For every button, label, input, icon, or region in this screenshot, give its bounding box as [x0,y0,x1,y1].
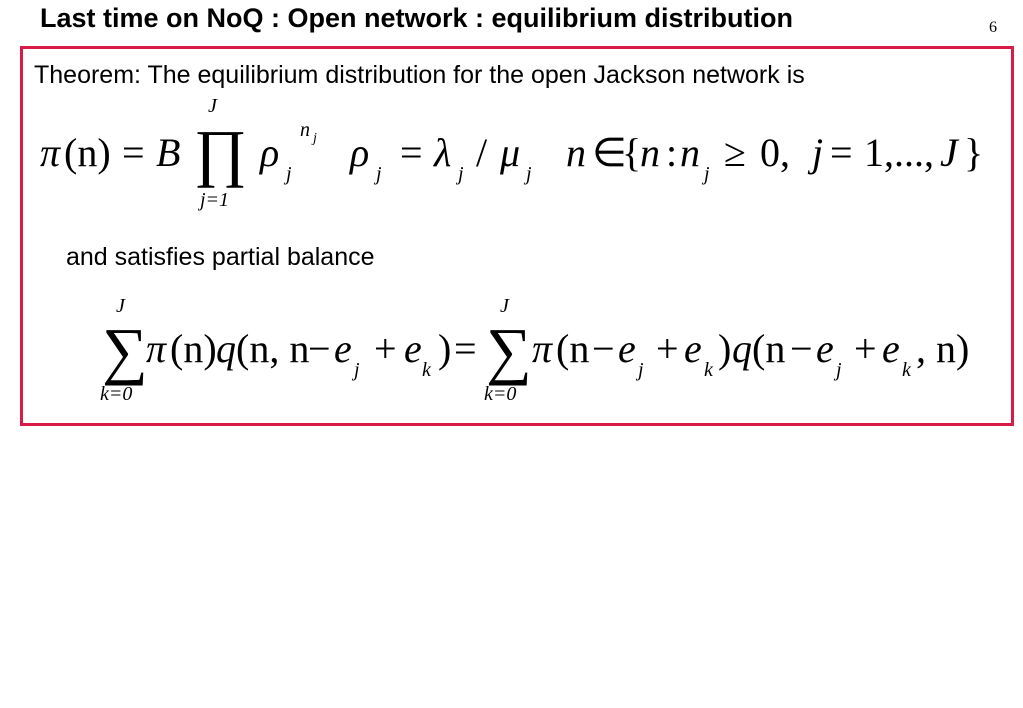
f1-slash: / [476,130,488,175]
product-symbol: ∏ [194,117,247,188]
f2-right-e3: e [816,326,834,371]
f2-plus: + [374,326,397,371]
sum-right-upper-limit: J [500,295,509,317]
f2-right-e1: e [618,326,636,371]
f2-n: (n) [170,326,217,371]
f1-rho2-sub: j [376,163,382,185]
f1-set-nj: n [680,130,700,175]
f2-right-minus2: − [790,326,813,371]
f2-q: q [216,326,236,371]
f1-rho2: ρ [350,130,370,175]
f1-rho-sup: n [300,119,310,141]
f2-right-plus1: + [656,326,679,371]
f1-set-in: ∈ [592,130,627,175]
f1-lambda-sub: j [458,163,464,185]
f2-right-e2-sub: k [704,359,713,381]
f1-set-n2: n [640,130,660,175]
page-number: 6 [989,19,997,36]
f2-right-open: (n [556,326,590,371]
product-lower-limit: j=1 [200,189,230,211]
f1-set-J: J [940,130,958,175]
partial-balance-label: and satisfies partial balance [66,243,375,271]
f1-set-n: n [566,130,586,175]
f2-right-open2: (n [752,326,786,371]
f2-e1: e [334,326,352,371]
f2-right-e1-sub: j [638,359,644,381]
f1-set-nj-sub: j [704,163,710,185]
f2-right-minus1: − [592,326,615,371]
f2-right-q: q [732,326,752,371]
f2-args: (n, n [236,326,310,371]
f1-set-range: 1,..., [864,130,934,175]
f1-args: (n) [64,130,111,175]
f1-set-open: { [622,130,642,175]
product-upper-limit: J [208,95,217,117]
f1-rho-sup-sub: j [313,131,317,146]
f2-e2-sub: k [422,359,431,381]
f1-set-eq: = [830,130,853,175]
f2-right-e2: e [684,326,702,371]
f2-right-close1: ) [718,326,732,371]
f2-close: ) [438,326,452,371]
f1-set-colon: : [666,130,678,175]
f1-pi: π [40,130,61,175]
f2-equals: = [454,326,477,371]
theorem-statement: Theorem: The equilibrium distribution for the open Jackson network is [34,61,805,89]
f1-equals2: = [400,130,423,175]
sum-symbol-right: ∑ [486,315,532,386]
sum-left-upper-limit: J [116,295,125,317]
f1-lambda: λ [434,130,452,175]
f1-set-j: j [812,130,824,175]
sum-right-lower-limit: k=0 [484,383,517,405]
f2-right-e4: e [882,326,900,371]
f1-set-zero: 0, [760,130,790,175]
f2-minus: − [308,326,331,371]
slide-title: Last time on NoQ : Open network : equilibrium distribution [40,3,794,33]
f2-right-tail: , n) [916,326,970,371]
f1-mu-sub: j [526,163,532,185]
f1-set-geq: ≥ [724,130,746,175]
sum-left-lower-limit: k=0 [100,383,133,405]
f2-e1-sub: j [354,359,360,381]
f2-e2: e [404,326,422,371]
f1-mu: μ [500,130,521,175]
f2-right-e3-sub: j [836,359,842,381]
f1-rho: ρ [260,130,280,175]
f2-right-plus2: + [854,326,877,371]
f2-right-e4-sub: k [902,359,911,381]
f1-equals: = [122,130,145,175]
f1-rho-sub: j [286,163,292,185]
f2-pi: π [146,326,167,371]
equilibrium-formula [20,88,1014,218]
f1-constant: B [156,130,181,175]
partial-balance-formula [20,288,1014,418]
f2-right-pi: π [532,326,553,371]
sum-symbol-left: ∑ [102,315,148,386]
f1-set-close: } [964,130,984,175]
